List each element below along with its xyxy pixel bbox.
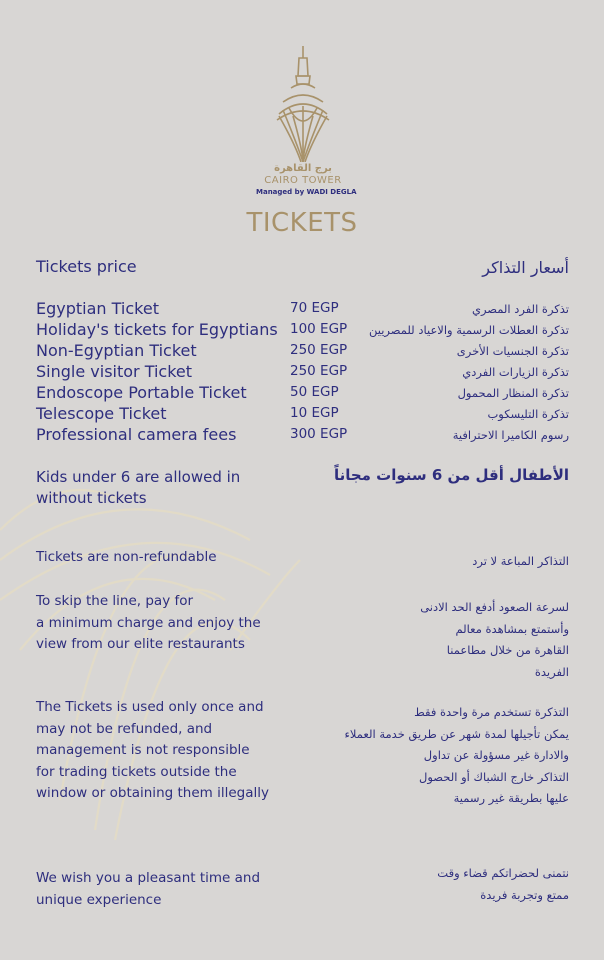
skip-line-note-ar	[420, 597, 569, 683]
page-title: TICKETS	[246, 208, 358, 238]
logo-managed-by: Managed by WADI DEGLA	[256, 188, 357, 196]
logo-arabic-name: برج القاهرة	[274, 163, 332, 174]
note-line: view from our elite restaurants	[36, 636, 245, 652]
note-line: يمكن تأجيلها لمدة شهر عن طريق خدمة العملاء	[344, 726, 569, 741]
refund-note-ar: التذاكر المباعة لا ترد	[472, 554, 569, 568]
ticket-name-en: Egyptian Ticket	[36, 299, 159, 318]
note-line: a minimum charge and enjoy the	[36, 614, 261, 631]
cairo-tower-logo	[256, 44, 357, 197]
note-line: unique experience	[36, 891, 162, 908]
logo-english-name: CAIRO TOWER	[264, 175, 342, 186]
ticket-price: 70 EGP	[290, 300, 339, 316]
note-line: management is not responsible	[36, 742, 250, 758]
ticket-price: 250 EGP	[290, 363, 348, 379]
skip-line-note-en	[36, 591, 261, 656]
note-line: القاهرة من خلال مطاعمنا	[446, 643, 569, 657]
usage-note-ar	[345, 702, 569, 810]
cairo-tower-icon	[273, 44, 333, 162]
wish-note-ar	[437, 863, 569, 906]
ticket-name-ar: تذكرة الفرد المصري	[471, 302, 569, 316]
ticket-name-en: Non-Egyptian Ticket	[36, 341, 197, 360]
refund-note-en: Tickets are non-refundable	[36, 549, 217, 565]
ticket-name-ar: تذكرة الزيارات الفردي	[462, 365, 569, 379]
note-line: The Tickets is used only once and	[36, 699, 264, 715]
ticket-price: 250 EGP	[290, 342, 348, 358]
note-line: التذكرة تستخدم مرة واحدة فقط	[414, 705, 569, 719]
ticket-name-en: Professional camera fees	[36, 425, 237, 444]
note-line: window or obtaining them illegally	[36, 785, 269, 801]
ticket-name-ar: تذكرة الجنسيات الأخرى	[456, 344, 569, 358]
note-line: for trading tickets outside the	[36, 763, 237, 780]
kids-note-ar: الأطفال أقل من 6 سنوات مجاناً	[333, 466, 569, 484]
note-line: To skip the line, pay for	[36, 593, 194, 609]
wish-note-en	[36, 868, 260, 911]
ticket-name-ar: تذكرة التليسكوب	[487, 407, 569, 421]
ticket-name-en: Telescope Ticket	[36, 404, 167, 423]
ticket-price: 50 EGP	[290, 384, 339, 400]
note-line: نتمنى لحضراتكم قضاء وقت	[437, 866, 569, 880]
prices-title-ar: أسعار التذاكر	[482, 258, 569, 277]
prices-title-en: Tickets price	[36, 257, 137, 276]
ticket-name-en: Endoscope Portable Ticket	[36, 383, 247, 402]
ticket-name-en: Holiday's tickets for Egyptians	[36, 320, 278, 339]
ticket-name-ar: تذكرة العطلات الرسمية والاعياد للمصريين	[368, 323, 569, 337]
note-line: ممتع وتجربة فريدة	[480, 887, 569, 902]
ticket-price: 10 EGP	[290, 405, 339, 421]
kids-note-en-line: without tickets	[36, 489, 147, 507]
note-line: We wish you a pleasant time and	[36, 870, 261, 886]
note-line: وأستمتع بمشاهدة معالم	[455, 621, 569, 636]
ticket-name-ar: رسوم الكاميرا الاحترافية	[452, 428, 569, 442]
note-line: عليها بطريقة غير رسمية	[453, 791, 569, 805]
note-line: may not be refunded, and	[36, 720, 213, 737]
note-line: لسرعة الصعود أدفع الحد الادنى	[420, 600, 569, 614]
note-line: والادارة غير مسؤولة عن تداول	[423, 748, 569, 762]
note-line: الفريدة	[534, 664, 569, 679]
usage-note-en	[36, 697, 269, 805]
ticket-price: 300 EGP	[290, 426, 348, 442]
note-line: التذاكر خارج الشباك أو الحصول	[419, 769, 569, 784]
ticket-price: 100 EGP	[290, 321, 348, 337]
ticket-name-ar: تذكرة المنظار المحمول	[457, 386, 569, 400]
kids-note-en-line: Kids under 6 are allowed in	[36, 468, 241, 486]
ticket-name-en: Single visitor Ticket	[36, 362, 193, 381]
kids-note-en	[36, 467, 240, 509]
